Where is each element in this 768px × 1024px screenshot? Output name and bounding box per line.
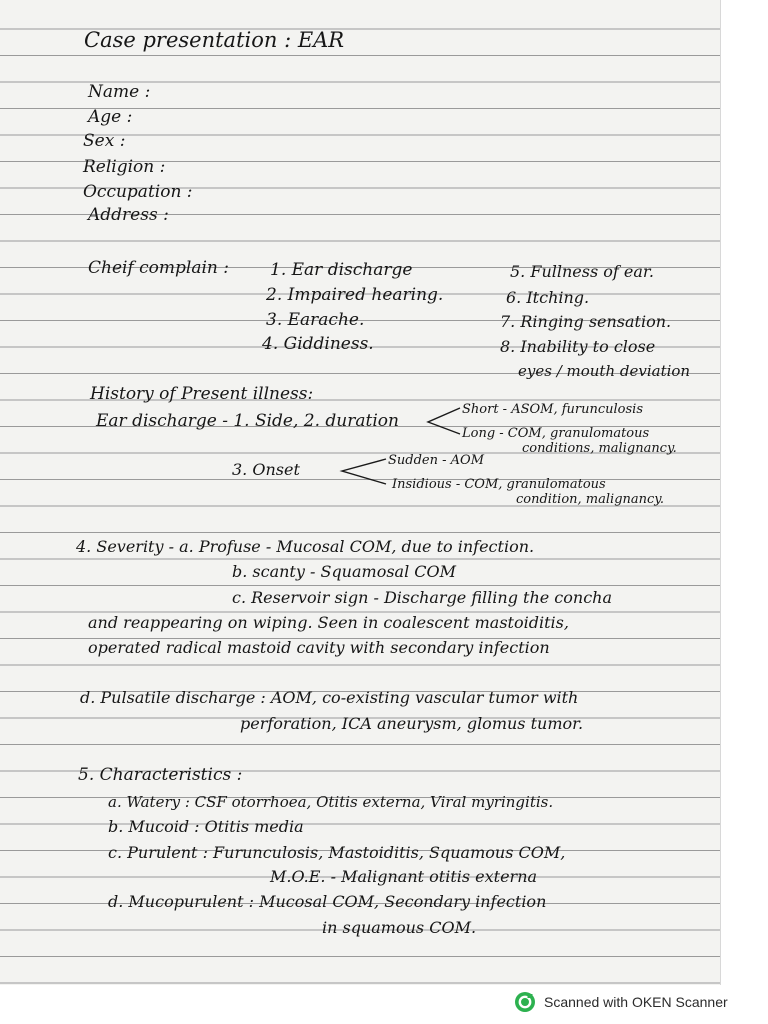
field-sex: Sex : [83,131,126,151]
scanner-text: Scanned with OKEN Scanner [544,994,728,1010]
scanner-watermark [514,990,728,1014]
onset-insidious-cont: condition, malignancy. [516,492,665,507]
history-onset: 3. Onset [232,460,300,479]
complaint-item: 1. Ear discharge [270,260,413,280]
characteristics-heading: 5. Characteristics : [78,765,243,785]
severity-d: d. Pulsatile discharge : AOM, co-existing vascular tumor with [80,688,579,707]
complaint-item: 7. Ringing sensation. [500,312,672,331]
complaint-item: 2. Impaired hearing. [266,285,444,305]
severity-a: 4. Severity - a. Profuse - Mucosal COM, due to infection. [76,537,535,556]
field-name: Name : [88,82,151,102]
history-ear-discharge: Ear discharge - 1. Side, 2. duration [96,411,399,431]
characteristics-a: a. Watery : CSF otorrhoea, Otitis externa, Viral myringitis. [108,793,554,811]
severity-b: b. scanty - Squamosal COM [232,562,457,581]
brace-onset-icon [338,456,388,488]
characteristics-c: c. Purulent : Furunculosis, Mastoiditis, Squamous COM, [108,843,566,862]
field-age: Age : [88,107,133,127]
duration-long-cont: conditions, malignancy. [522,441,677,456]
characteristics-c-cont: M.O.E. - Malignant otitis externa [270,867,538,886]
history-heading: History of Present illness: [90,384,314,404]
severity-c: c. Reservoir sign - Discharge filling the concha [232,588,613,607]
characteristics-d-cont: in squamous COM. [322,918,477,937]
complaint-item: eyes / mouth deviation [518,362,691,380]
field-address: Address : [88,205,169,225]
duration-short: Short - ASOM, furunculosis [462,402,644,417]
onset-insidious: Insidious - COM, granulomatous [392,477,606,492]
complaint-item: 5. Fullness of ear. [510,262,654,281]
oken-scanner-logo-icon [514,991,536,1013]
severity-c-cont: and reappearing on wiping. Seen in coalescent mastoiditis, [88,613,569,632]
characteristics-d: d. Mucopurulent : Mucosal COM, Secondary infection [108,892,547,911]
field-occupation: Occupation : [83,182,193,202]
characteristics-b: b. Mucoid : Otitis media [108,817,304,836]
complaint-label: Cheif complain : [88,258,229,278]
severity-c-cont: operated radical mastoid cavity with secondary infection [88,638,550,657]
page-title: Case presentation : EAR [84,28,345,52]
onset-sudden: Sudden - AOM [388,453,485,468]
field-religion: Religion : [83,157,166,177]
complaint-item: 3. Earache. [266,310,365,330]
brace-duration-icon [424,406,464,436]
severity-d-cont: perforation, ICA aneurysm, glomus tumor. [240,714,584,733]
complaint-item: 4. Giddiness. [262,334,374,354]
complaint-item: 8. Inability to close [500,337,656,356]
complaint-item: 6. Itching. [506,288,590,307]
duration-long: Long - COM, granulomatous [462,426,650,441]
